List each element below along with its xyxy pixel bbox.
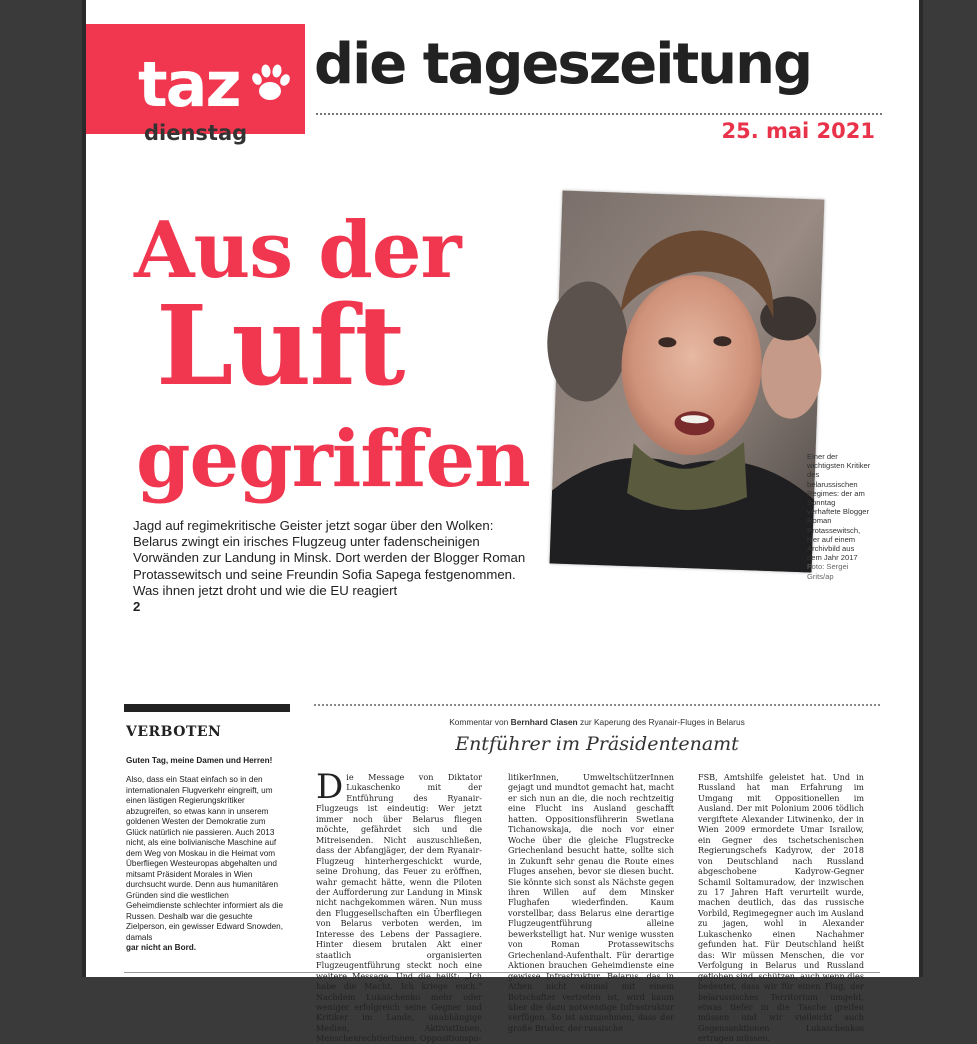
caption-text: Einer der wichtigsten Kritiker des belarussischen Regimes: der am Sonntag verhaftete Blogger Roman Protassewitsch, hier auf einem Archivbild aus dem Jahr 2017 — [807, 452, 871, 563]
commentary-title: Entführer im Präsidentenamt — [455, 733, 739, 755]
sidebar-title: VERBOTEN — [126, 724, 222, 740]
commentary-column-2: litikerInnen, UmweltschützerInnen gejagt und mundtot gemacht hat, macht er sich nun an die, die noch rechtzeitig eine Flucht ins Ausland geschafft hatten. Oppositionsführerin Swetlana Tichanowskaja, die noch vor einer Woche über die gleiche Flugstrecke Griechenland besucht hatte, sollte sich in Zukunft sehr genau die Route eines Fluges ansehen, bevor sie diesen bucht. Sie könnte sich sonst als Nächste gegen ihren Willen auf dem Minsker Flughafen wiederfinden. Kaum vorstellbar, dass Belarus eine derartige Flugzeugentführung alleine bewerkstelligt hat. Nur wenige wussten von Roman Protassewitschs Griechenland-Aufenthalt. Für derartige Aktionen brauchen Geheimdienste eine gewisse Infrastruktur. Belarus, das in Athen nicht einmal mit einem Botschafter vertreten ist, wird kaum über die dazu notwendige Infrastruktur verfügen. So ist anzunehmen, dass der große Bruder, der russische — [508, 772, 674, 1033]
portrait-image — [550, 191, 825, 573]
sidebar-body: Also, dass ein Staat einfach so in den internationalen Flugverkehr eingreift, um einen lästigen Regierungskritiker abzugreifen, so etwas kann in unserem goldenen Westen der Demokratie zum Glück natürlich nie passieren. Auch 2013 nicht, als eine bolivianische Maschine auf dem Weg von Moskau in die Heimat vom Überfliegen Westeuropas abgehalten und mitsamt Präsident Morales in Wien durchsucht wurde. Denn aus humanitären Gründen sind die westlichen Geheimdienste schlechter informiert als die Russen. Deshalb war die gesuchte Zielperson, ein gewisser Edward Snowden, damals — [126, 775, 284, 942]
sidebar-ending: gar nicht an Bord. — [126, 943, 197, 952]
column-1-text: ie Message von Diktator Lukaschenko mit der Entführung des Ryanair-Flugzeugs ist eindeutig: Wer jetzt immer noch über Belarus fliegen möchte, gefährdet sich und die Mitreisenden. Nicht auszuschließen, dass der Abfangjäger, der dem Ryanair-Flugzeug hinterhergeschickt wurde, seine Drohung, das Feuer zu eröffnen, wahr gemacht hätte, wenn die Piloten der Aufforderung zur Landung in Minsk nicht nachgekommen wären. Nun muss den Fluggesellschaften ein Überfliegen von Belarus verboten werden, im Interesse des Lebens der Passagiere. Hinter diesem brutalen Akt einer staatlich organisierten Flugzeugentführung steckt noch eine weitere Message. Und die heißt: „Ich habe die Macht. Ich kriege euch.“ Nachdem Lukaschenko mehr oder weniger erfolgreich seine Gegner und Kritiker im Lande, unabhängige Medien, AktivistInnen, MenschenrechtlerInnen, Oppositionspo- — [316, 772, 482, 1044]
sidebar-bar — [124, 704, 290, 712]
issue-date: 25. mai 2021 — [721, 119, 875, 143]
headline-line-1: Aus der — [134, 205, 461, 296]
weekday: dienstag — [144, 121, 248, 145]
photo-caption — [807, 452, 871, 581]
paper-name: die tageszeitung — [314, 32, 812, 97]
sidebar-greeting: Guten Tag, meine Damen und Herren! — [126, 756, 273, 765]
teaser-page-ref: 2 — [133, 599, 141, 615]
headline-line-2: Luft — [156, 281, 404, 410]
photo-credit: Foto: Sergei Grits/ap — [807, 562, 849, 581]
teaser-text: Jagd auf regimekritische Geister jetzt sogar über den Wolken: Belarus zwingt ein irisches Flugzeug unter fadenscheinigen Vorwänden zur Landung in Minsk. Dort werden der Blogger Roman Protassewitsch und seine Freundin Sofia Sapega festgenommen. Was ihnen jetzt droht und wie die EU reagiert — [133, 518, 526, 598]
dropcap: D — [316, 767, 344, 807]
teaser — [133, 518, 533, 615]
newspaper-page — [86, 0, 919, 1044]
commentary-column-3: FSB, Amtshilfe geleistet hat. Und in Russland hat man Erfahrung im Umgang mit Oppositionellen im Ausland. Der mit Polonium 2006 tödlich vergiftete Alexander Litwinenko, der in Wien 2009 ermordete Umar Israilow, ein Gegner des tschetschenischen Regierungschefs Kadyrow, der 2018 von Deutschland nach Russland abgeschobene Kadyrow-Gegner Schamil Soltamuradow, der inzwischen zu 17 Jahren Haft verurteilt wurde, machen deutlich, das das russische Vorbild, Regimegegner auch im Ausland zu jagen, wohl in Alexander Lukaschenko einen Nachahmer gefunden hat. Für Deutschland heißt das: Wir müssen Menschen, die vor Verfolgung in Belarus und Russland geflohen sind, schützen, auch wenn dies bedeutet, dass wir für einen Flug, der belarussisches Territorium umgeht, etwas tiefer in die Tasche greifen müssen und wir vielleicht auch Gegensanktionen Lukaschenkos ertragen müssen. — [698, 772, 864, 1044]
lead-photo — [550, 191, 825, 573]
page-edge-right — [919, 0, 923, 977]
byline-suffix: zur Kaperung des Ryanair-Fluges in Belarus — [580, 717, 745, 727]
masthead-divider — [316, 113, 882, 115]
logo-text: taz — [138, 48, 240, 121]
byline-prefix: Kommentar von — [449, 717, 509, 727]
byline-author: Bernhard Clasen — [510, 717, 578, 727]
commentary-divider — [314, 704, 880, 706]
commentary-column-1 — [316, 767, 482, 1044]
taz-logo — [86, 24, 305, 134]
paw-icon — [248, 62, 292, 106]
byline — [314, 717, 880, 727]
headline-line-3: gegriffen — [136, 414, 530, 505]
bottom-divider — [124, 972, 880, 973]
